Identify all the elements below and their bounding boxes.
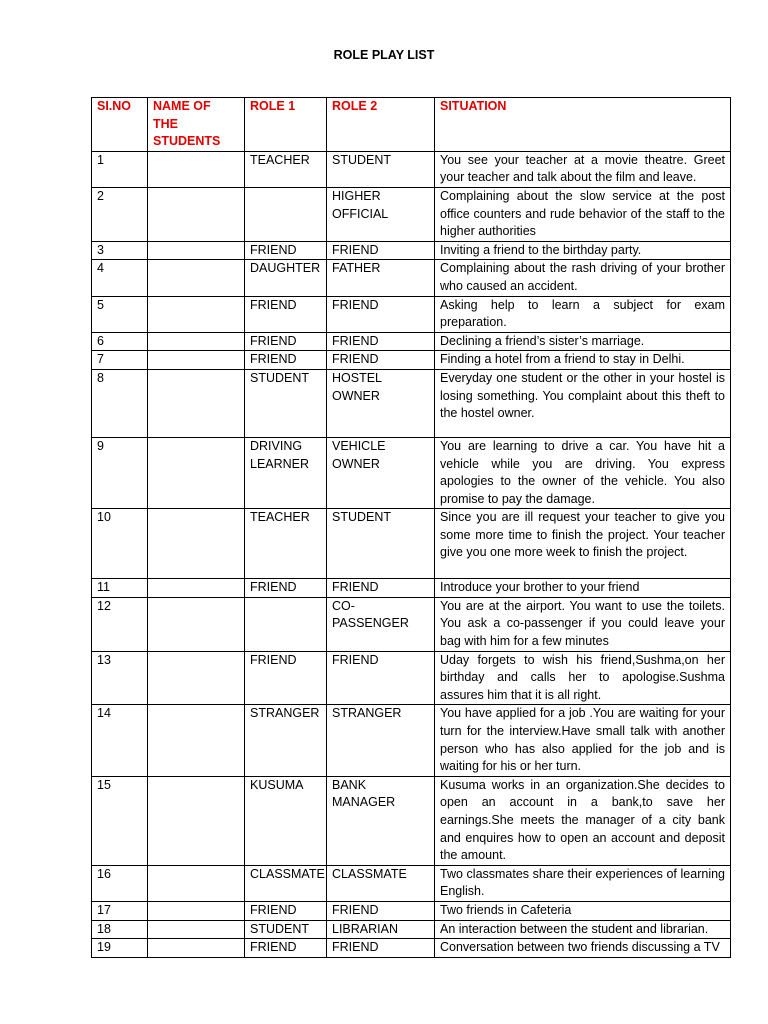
cell-role1 [245,187,327,241]
cell-sino: 8 [92,369,148,437]
cell-student-name [148,296,245,332]
cell-student-name [148,939,245,958]
table-row [92,901,731,920]
cell-role2: STUDENT [327,151,435,187]
table-body [92,151,731,957]
cell-student-name [148,901,245,920]
cell-role2: FRIEND [327,351,435,370]
cell-situation: You are at the airport. You want to use the toilets. You ask a co-passenger if you could leave your bag with him for a few minutes [435,597,731,651]
table-row [92,579,731,598]
cell-student-name [148,260,245,296]
table-row [92,920,731,939]
cell-sino: 1 [92,151,148,187]
cell-student-name [148,705,245,776]
table-row [92,296,731,332]
cell-role1: STUDENT [245,369,327,437]
cell-student-name [148,579,245,598]
table-row [92,939,731,958]
cell-role1: STRANGER [245,705,327,776]
cell-student-name [148,332,245,351]
cell-sino: 15 [92,776,148,865]
cell-situation: Complaining about the rash driving of your brother who caused an accident. [435,260,731,296]
cell-sino: 7 [92,351,148,370]
cell-student-name [148,437,245,508]
cell-role2: CLASSMATE [327,865,435,901]
cell-sino: 3 [92,241,148,260]
cell-student-name [148,369,245,437]
table-row [92,776,731,865]
table-row [92,437,731,508]
cell-sino: 13 [92,651,148,705]
cell-role2: STUDENT [327,509,435,579]
column-header-name: NAME OF THE STUDENTS [148,98,245,152]
cell-situation: Introduce your brother to your friend [435,579,731,598]
cell-sino: 11 [92,579,148,598]
cell-situation: Two friends in Cafeteria [435,901,731,920]
cell-sino: 4 [92,260,148,296]
cell-sino: 14 [92,705,148,776]
column-header-sino: SI.NO [92,98,148,152]
cell-role2: CO-PASSENGER [327,597,435,651]
cell-student-name [148,597,245,651]
cell-role1: FRIEND [245,296,327,332]
cell-student-name [148,241,245,260]
cell-situation: You see your teacher at a movie theatre. Greet your teacher and talk about the film and leave. [435,151,731,187]
table-row [92,651,731,705]
cell-role1: FRIEND [245,939,327,958]
cell-role1: TEACHER [245,151,327,187]
cell-situation: Conversation between two friends discussing a TV [435,939,731,958]
cell-role2: FRIEND [327,651,435,705]
role-play-table [91,97,731,958]
table-row [92,332,731,351]
cell-sino: 2 [92,187,148,241]
cell-sino: 18 [92,920,148,939]
header-row [92,98,731,152]
cell-sino: 12 [92,597,148,651]
cell-role1: FRIEND [245,332,327,351]
cell-role2: FRIEND [327,579,435,598]
cell-student-name [148,651,245,705]
page-title: ROLE PLAY LIST [333,48,435,62]
cell-sino: 16 [92,865,148,901]
column-header-situation: SITUATION [435,98,731,152]
table-row [92,705,731,776]
cell-student-name [148,509,245,579]
table-row [92,187,731,241]
cell-role1: CLASSMATE [245,865,327,901]
cell-role1: FRIEND [245,579,327,598]
cell-role1: FRIEND [245,651,327,705]
cell-role1: FRIEND [245,241,327,260]
table-row [92,260,731,296]
column-header-role2: ROLE 2 [327,98,435,152]
cell-student-name [148,187,245,241]
column-header-role1: ROLE 1 [245,98,327,152]
table-row [92,241,731,260]
cell-role2: FRIEND [327,939,435,958]
cell-role2: FATHER [327,260,435,296]
cell-situation: Finding a hotel from a friend to stay in Delhi. [435,351,731,370]
cell-role2: VEHICLE OWNER [327,437,435,508]
cell-situation: Inviting a friend to the birthday party. [435,241,731,260]
table-row [92,351,731,370]
cell-role2: FRIEND [327,241,435,260]
table-row [92,865,731,901]
cell-situation: Everyday one student or the other in your hostel is losing something. You complaint about this theft to the hostel owner. [435,369,731,437]
cell-situation: Two classmates share their experiences of learning English. [435,865,731,901]
cell-sino: 10 [92,509,148,579]
cell-situation: You have applied for a job .You are waiting for your turn for the interview.Have small talk with another person who has also applied for the job and is waiting for his or her turn. [435,705,731,776]
cell-student-name [148,920,245,939]
cell-role1: FRIEND [245,901,327,920]
cell-student-name [148,776,245,865]
cell-role1: TEACHER [245,509,327,579]
cell-situation: Kusuma works in an organization.She decides to open an account in a bank,to save her earnings.She meets the manager of a city bank and enquires how to open an account and deposit the amount. [435,776,731,865]
table-row [92,151,731,187]
cell-role1: KUSUMA [245,776,327,865]
cell-sino: 6 [92,332,148,351]
cell-role1: DRIVING LEARNER [245,437,327,508]
table-row [92,597,731,651]
cell-role1: DAUGHTER [245,260,327,296]
cell-role2: HOSTEL OWNER [327,369,435,437]
cell-role2: BANK MANAGER [327,776,435,865]
cell-sino: 5 [92,296,148,332]
cell-role2: FRIEND [327,332,435,351]
cell-role2: FRIEND [327,901,435,920]
cell-situation: An interaction between the student and librarian. [435,920,731,939]
cell-student-name [148,151,245,187]
cell-role2: HIGHER OFFICIAL [327,187,435,241]
cell-sino: 17 [92,901,148,920]
cell-role2: LIBRARIAN [327,920,435,939]
cell-sino: 9 [92,437,148,508]
cell-situation: Since you are ill request your teacher to give you some more time to finish the project. Your teacher give you one more week to finish the project. [435,509,731,579]
cell-situation: Uday forgets to wish his friend,Sushma,on her birthday and calls her to apologise.Sushma assures him that it is all right. [435,651,731,705]
cell-situation: You are learning to drive a car. You have hit a vehicle while you are driving. You express apologies to the owner of the vehicle. You also promise to pay the damage. [435,437,731,508]
cell-sino: 19 [92,939,148,958]
cell-role2: STRANGER [327,705,435,776]
cell-situation: Complaining about the slow service at the post office counters and rude behavior of the staff to the higher authorities [435,187,731,241]
cell-role1: FRIEND [245,351,327,370]
cell-role1 [245,597,327,651]
cell-student-name [148,351,245,370]
cell-situation: Asking help to learn a subject for exam preparation. [435,296,731,332]
cell-role1: STUDENT [245,920,327,939]
cell-role2: FRIEND [327,296,435,332]
table-row [92,369,731,437]
cell-situation: Declining a friend’s sister’s marriage. [435,332,731,351]
table-row [92,509,731,579]
cell-student-name [148,865,245,901]
